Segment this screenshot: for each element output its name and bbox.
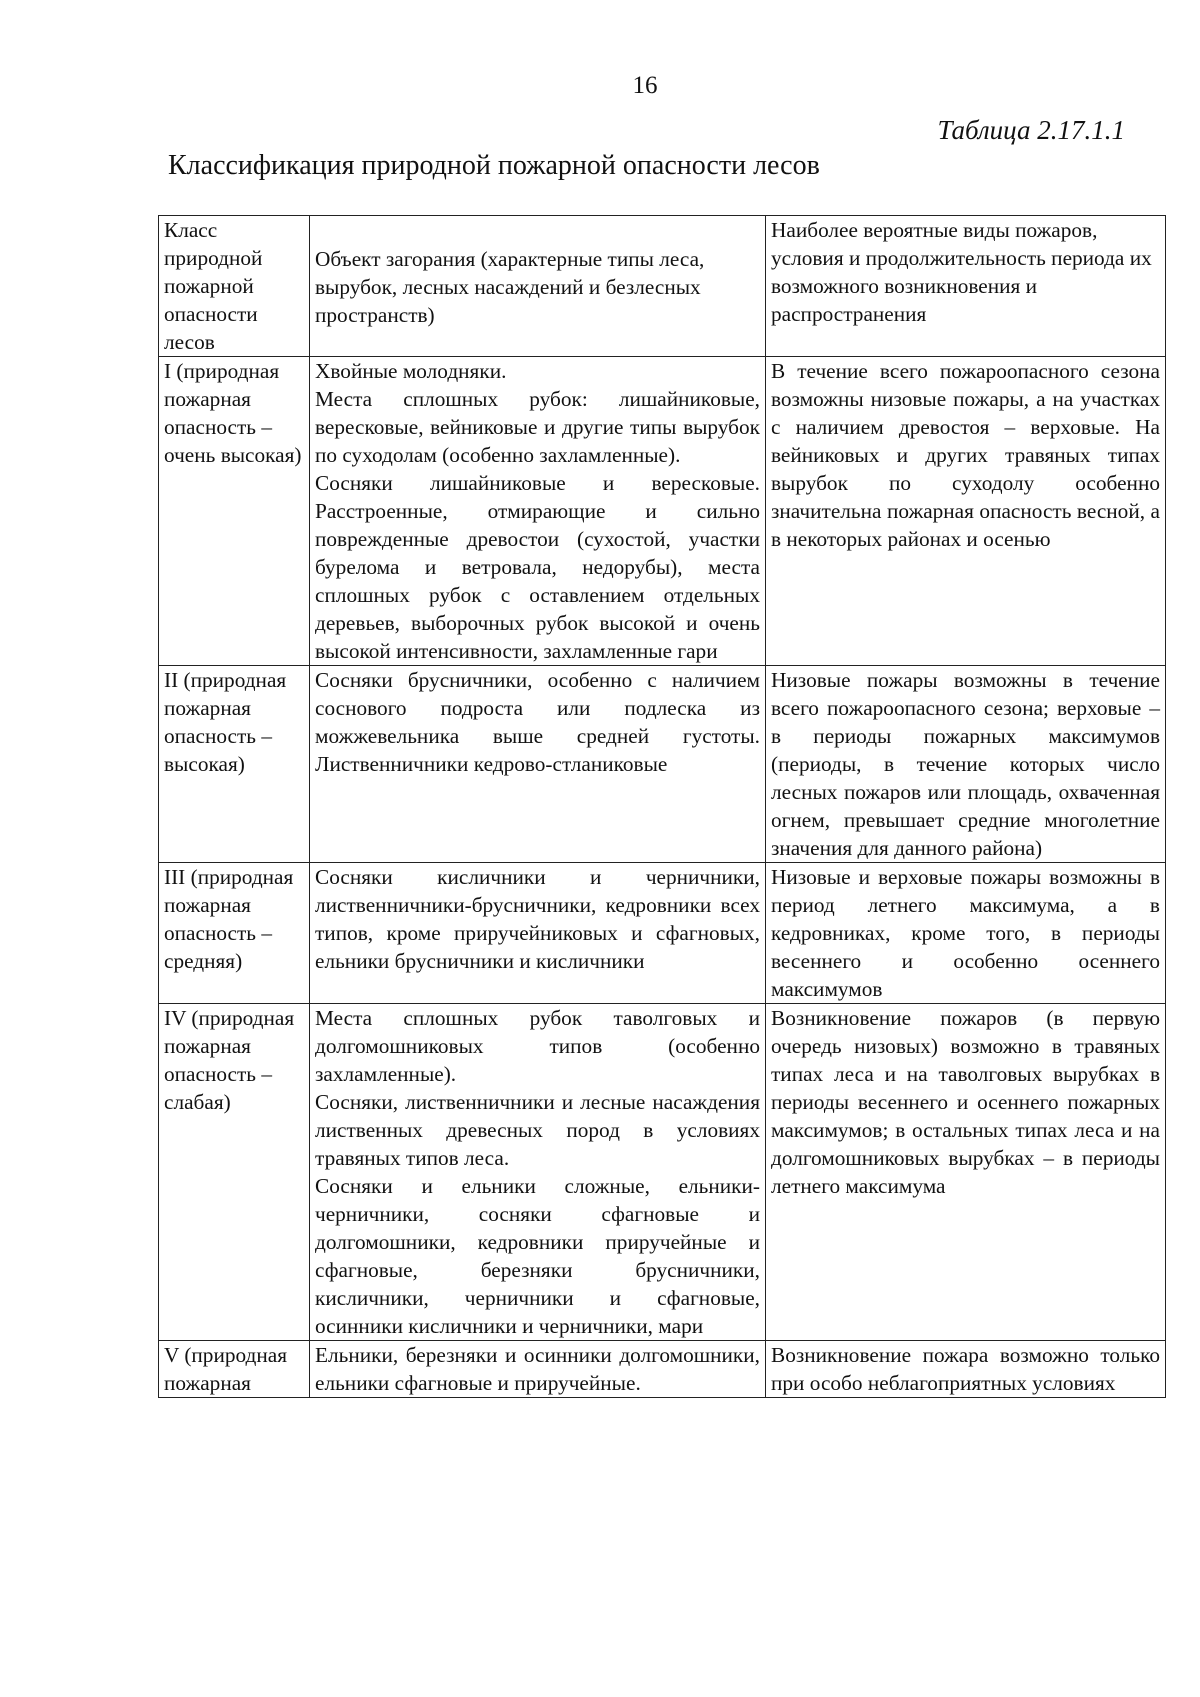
row-objects-cell [310, 357, 766, 666]
header-fires: Наиболее вероятные виды пожаров, условия и продолжительность периода их возможного возникновения и распространения [766, 216, 1166, 357]
row-objects-cell [310, 1341, 766, 1398]
row-object-text: Места сплошных рубок: лишайниковые, вересковые, вейниковые и другие типы вырубок по суходолам (особенно захламленные). [315, 387, 760, 467]
row-class-cell: I (природная пожарная опасность – очень высокая) [159, 357, 310, 666]
row-class-cell: IV (природная пожарная опасность – слабая) [159, 1004, 310, 1341]
row-objects-cell [310, 1004, 766, 1341]
row-object-text: Места сплошных рубок таволговых и долгомошниковых типов (особенно захламленные). [315, 1006, 760, 1086]
page-number: 16 [632, 72, 658, 99]
row-objects-cell [310, 863, 766, 1004]
row-object-text: Сосняки кисличники и черничники, лиственничники-брусничники, кедровники всех типов, кроме приручейниковых и сфагновых, ельники брусничники и кисличники [315, 865, 760, 973]
row-object-text: Ельники, березняки и осинники долгомошники, ельники сфагновые и приручейные. [315, 1343, 760, 1395]
table-row [159, 666, 1166, 863]
table-row [159, 1004, 1166, 1341]
row-object-text: Сосняки брусничники, особенно с наличием соснового подроста или подлеска из можжевельника выше средней густоты. Лиственничники кедрово-стланиковые [315, 668, 760, 776]
row-object-text: Сосняки лишайниковые и вересковые. Расстроенные, отмирающие и сильно поврежденные древостои (сухостой, участки бурелома и ветровала, недорубы), места сплошных рубок с оставлением отдельных деревьев, выборочных рубок высокой и очень высокой интенсивности, захламленные гари [315, 471, 760, 663]
row-fires-cell: Возникновение пожаров (в первую очередь низовых) возможно в травяных типах леса и на таволговых вырубках в периоды весеннего и осеннего пожарных максимумов; в остальных типах леса и на долгомошниковых вырубках – в периоды летнего максимума [766, 1004, 1166, 1341]
header-object: Объект загорания (характерные типы леса, вырубок, лесных насаждений и безлесных пространств) [310, 216, 766, 357]
table-row [159, 1341, 1166, 1398]
fire-danger-table [158, 215, 1166, 1398]
row-class-cell: II (природная пожарная опасность – высокая) [159, 666, 310, 863]
row-fires-cell: Низовые пожары возможны в течение всего пожароопасного сезона; верховые – в периоды пожарных максимумов (периоды, в течение которых число лесных пожаров или площадь, охваченная огнем, превышает средние многолетние значения для данного района) [766, 666, 1166, 863]
table-title: Классификация природной пожарной опасности лесов [168, 150, 820, 181]
row-fires-cell: В течение всего пожароопасного сезона возможны низовые пожары, а на участках с наличием древостоя – верховые. На вейниковых и других травяных типах вырубок по суходолу особенно значительна пожарная опасность весной, а в некоторых районах и осенью [766, 357, 1166, 666]
table-row [159, 357, 1166, 666]
table-header-row [159, 216, 1166, 357]
row-object-text: Сосняки, лиственничники и лесные насаждения лиственных древесных пород в условиях травяных типов леса. [315, 1090, 760, 1170]
row-class-cell: III (природная пожарная опасность – средняя) [159, 863, 310, 1004]
table-row [159, 863, 1166, 1004]
row-object-text: Хвойные молодняки. [315, 359, 507, 383]
header-class: Класс природной пожарной опасности лесов [159, 216, 310, 357]
row-fires-cell: Низовые и верховые пожары возможны в период летнего максимума, а в кедровниках, кроме того, в периоды весеннего и особенно осеннего максимумов [766, 863, 1166, 1004]
row-fires-cell: Возникновение пожара возможно только при особо неблагоприятных условиях [766, 1341, 1166, 1398]
table-label: Таблица 2.17.1.1 [937, 115, 1125, 145]
row-object-text: Сосняки и ельники сложные, ельники-черничники, сосняки сфагновые и долгомошники, кедровники приручейные и сфагновые, березняки брусничники, кисличники, черничники и сфагновые, осинники кисличники и черничники, мари [315, 1174, 760, 1338]
row-objects-cell [310, 666, 766, 863]
row-class-cell: V (природная пожарная [159, 1341, 310, 1398]
